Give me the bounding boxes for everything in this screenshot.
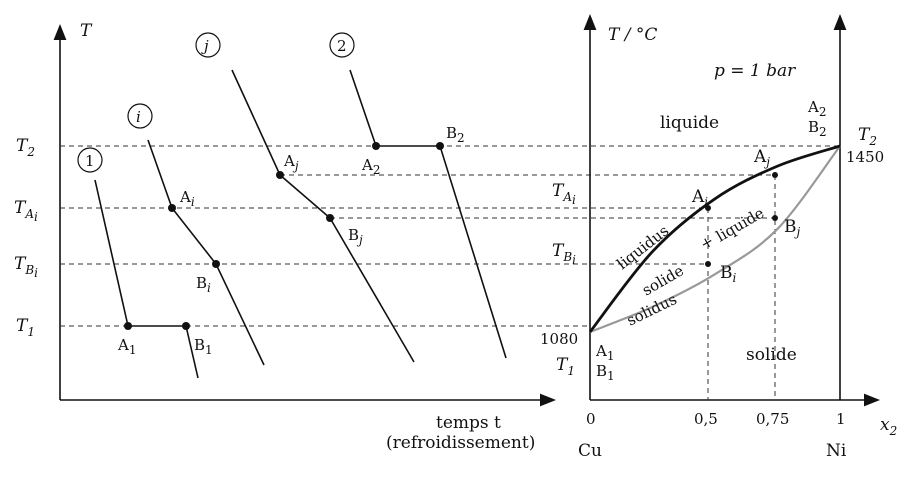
pd-label-B1: $B_1$ <box>596 362 615 383</box>
pd-label-Bi: $B_i$ <box>720 263 737 285</box>
value-1450: 1450 <box>846 148 885 166</box>
label-B1: $B_1$ <box>194 336 213 357</box>
x-tick-0.75: 0,75 <box>756 410 790 428</box>
point-Ai <box>168 204 176 212</box>
label-Bi: $B_i$ <box>196 274 211 295</box>
x-tick-0: 0 <box>586 410 596 428</box>
label-Aj: $A_j$ <box>284 152 299 173</box>
curve-2-label: 2 <box>337 37 347 55</box>
label-Ai: $A_i$ <box>180 188 195 209</box>
mix-plus-label: + <box>697 231 717 254</box>
curve-j-label: j <box>204 37 209 55</box>
label-ni: Ni <box>826 441 847 461</box>
phase-diagram-panel <box>540 22 897 461</box>
value-1080: 1080 <box>540 330 579 348</box>
point-Bj <box>326 214 334 222</box>
pd-label-Aj: $A_j$ <box>754 147 771 169</box>
label-Bj: $B_j$ <box>348 226 363 247</box>
tick-label-TBi: $T_Bi$ <box>14 254 39 280</box>
cooling-curve-2 <box>350 70 506 358</box>
tick-label-T1: $T_1$ <box>16 316 35 339</box>
right-y-label: T / °C <box>608 25 658 45</box>
label-B2: $B_2$ <box>446 124 465 145</box>
region-liquide: liquide <box>660 113 720 133</box>
cooling-note: (refroidissement) <box>386 433 536 453</box>
pd-tick-T1: $T_1$ <box>556 355 575 378</box>
point-A1 <box>124 322 132 330</box>
x2-label: $x_2$ <box>880 415 898 438</box>
label-cu: Cu <box>578 441 602 461</box>
label-A1: $A_1$ <box>118 336 137 357</box>
cooling-curve-1 <box>95 180 198 378</box>
left-y-label: T <box>80 21 92 41</box>
mix-solide-label: solide <box>639 261 687 300</box>
pd-label-A1: $A_1$ <box>596 342 615 363</box>
label-A2: $A_2$ <box>362 156 381 177</box>
pd-point-Aj <box>772 172 778 178</box>
point-A2 <box>372 142 380 150</box>
point-B1 <box>182 322 190 330</box>
pd-point-Bi <box>705 261 711 267</box>
mix-liquide-label: liquide <box>713 203 768 246</box>
cooling-curve-i <box>148 140 264 365</box>
solidus-curve <box>590 146 840 332</box>
point-Aj <box>276 171 284 179</box>
cooling-curve-j <box>232 70 414 362</box>
tick-label-TAi: $T_Ai$ <box>14 198 38 224</box>
curve-1-label: 1 <box>85 152 95 170</box>
point-B2 <box>436 142 444 150</box>
pd-label-B2: $B_2$ <box>808 118 827 139</box>
solidus-label: solidus <box>623 290 680 330</box>
region-solide: solide <box>746 345 797 365</box>
point-Bi <box>212 260 220 268</box>
liquidus-label: liquidus <box>613 221 673 274</box>
pd-point-Bj <box>772 215 778 221</box>
tick-label-T2: $T_2$ <box>16 136 35 159</box>
x-tick-1: 1 <box>836 410 846 428</box>
liquidus-curve <box>590 146 840 332</box>
curve-i-label: i <box>136 108 141 126</box>
pressure-label: p = 1 bar <box>714 61 796 81</box>
pd-tick-TBi: $T_Bi$ <box>552 241 577 267</box>
pd-label-Bj: $B_j$ <box>784 217 801 239</box>
pd-label-Ai: $A_i$ <box>692 187 709 209</box>
time-label: temps t <box>436 413 501 433</box>
pd-tick-T2: $T_2$ <box>858 125 877 148</box>
pd-label-A2: $A_2$ <box>808 98 827 119</box>
x-tick-0.5: 0,5 <box>694 410 718 428</box>
pd-tick-TAi: $T_Ai$ <box>552 181 576 207</box>
